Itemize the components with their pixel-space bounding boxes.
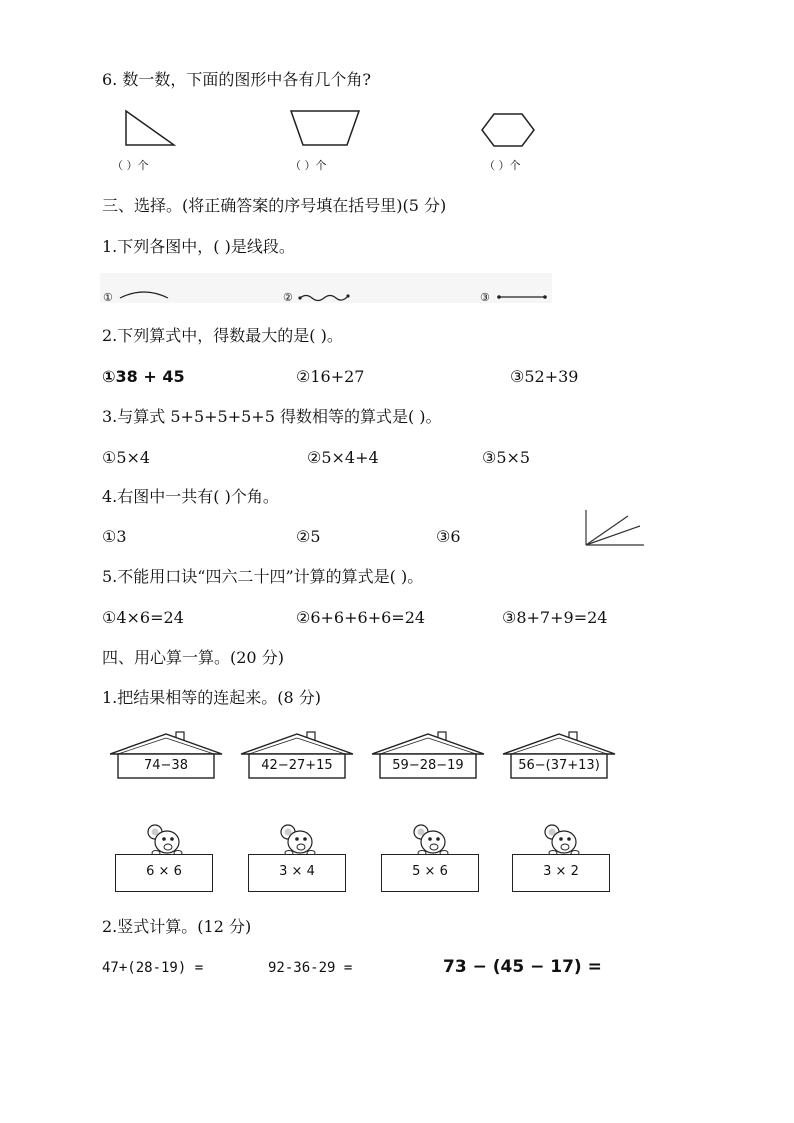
q6-blank-2[interactable]: （ ）个 [290,159,327,172]
s3-q5-opt-2[interactable]: ②6+6+6+6=24 [296,608,426,627]
trapezoid-shape [285,108,365,148]
mouse-card-3[interactable] [381,822,479,892]
s3-q3-text: 3.与算式 5+5+5+5+5 得数相等的算式是( )。 [102,407,442,426]
calc-expr-1: 47+(28-19) = [102,960,204,976]
s4-q2-text: 2.竖式计算。(12 分) [102,917,252,936]
s3-q2-text: 2.下列算式中，得数最大的是( )。 [102,326,343,345]
house-4[interactable] [501,730,617,782]
mouse-card-1[interactable] [115,822,213,892]
mouse-card-4[interactable] [512,822,610,892]
s3-q1-opt-1[interactable]: ① [103,291,113,304]
house-3[interactable] [370,730,486,782]
house-label: 74−38 [144,758,188,773]
calc-expr-2: 92-36-29 = [268,960,353,976]
s3-q3-opt-3[interactable]: ③5×5 [482,448,531,467]
s3-q1-opt-2[interactable]: ② [283,291,293,304]
s3-q5-opt-1[interactable]: ①4×6=24 [102,608,184,627]
section3-title: 三、选择。(将正确答案的序号填在括号里)(5 分) [102,196,447,215]
curve-line-figure [118,288,170,304]
s3-q1-opt-3[interactable]: ③ [480,291,490,304]
q6-title: 6. 数一数，下面的图形中各有几个角? [102,70,371,89]
s3-q4-opt-3[interactable]: ③6 [436,527,461,546]
s3-q5-text: 5.不能用口诀“四六二十四”计算的算式是( )。 [102,567,424,586]
q6-blank-1[interactable]: （ ）个 [112,159,149,172]
mouse-icon [278,822,318,856]
section4-title: 四、用心算一算。(20 分) [102,648,284,667]
q6-blank-3[interactable]: （ ）个 [484,159,521,172]
house-label: 59−28−19 [392,758,464,773]
triangle-shape [120,108,180,148]
s3-q2-opt-3[interactable]: ③52+39 [510,367,579,386]
mouse-icon [145,822,185,856]
card-label: 6 × 6 [146,864,182,879]
mouse-icon [542,822,582,856]
house-2[interactable] [239,730,355,782]
card-label: 3 × 2 [543,864,579,879]
card-label: 5 × 6 [412,864,448,879]
s3-q4-text: 4.右图中一共有( )个角。 [102,487,279,506]
house-label: 42−27+15 [261,758,333,773]
house-1[interactable] [108,730,224,782]
house-label: 56−(37+13) [518,758,600,773]
card-label: 3 × 4 [279,864,315,879]
s3-q5-opt-3[interactable]: ③8+7+9=24 [502,608,608,627]
angle-rays-figure [582,508,646,548]
s3-q1-text: 1.下列各图中，( )是线段。 [102,237,295,256]
s3-q4-opt-1[interactable]: ①3 [102,527,127,546]
s3-q2-opt-2[interactable]: ②16+27 [296,367,365,386]
calc-expr-3: 73 − (45 − 17) = [443,957,602,977]
segment-figure [496,292,548,302]
mouse-card-2[interactable] [248,822,346,892]
s3-q3-opt-1[interactable]: ①5×4 [102,448,151,467]
s3-q2-opt-1[interactable]: ①38 + 45 [102,367,185,386]
mouse-icon [411,822,451,856]
s3-q3-opt-2[interactable]: ②5×4+4 [307,448,379,467]
s3-q4-opt-2[interactable]: ②5 [296,527,321,546]
s4-q1-text: 1.把结果相等的连起来。(8 分) [102,688,322,707]
hexagon-shape [478,110,538,150]
wavy-line-figure [298,290,350,304]
